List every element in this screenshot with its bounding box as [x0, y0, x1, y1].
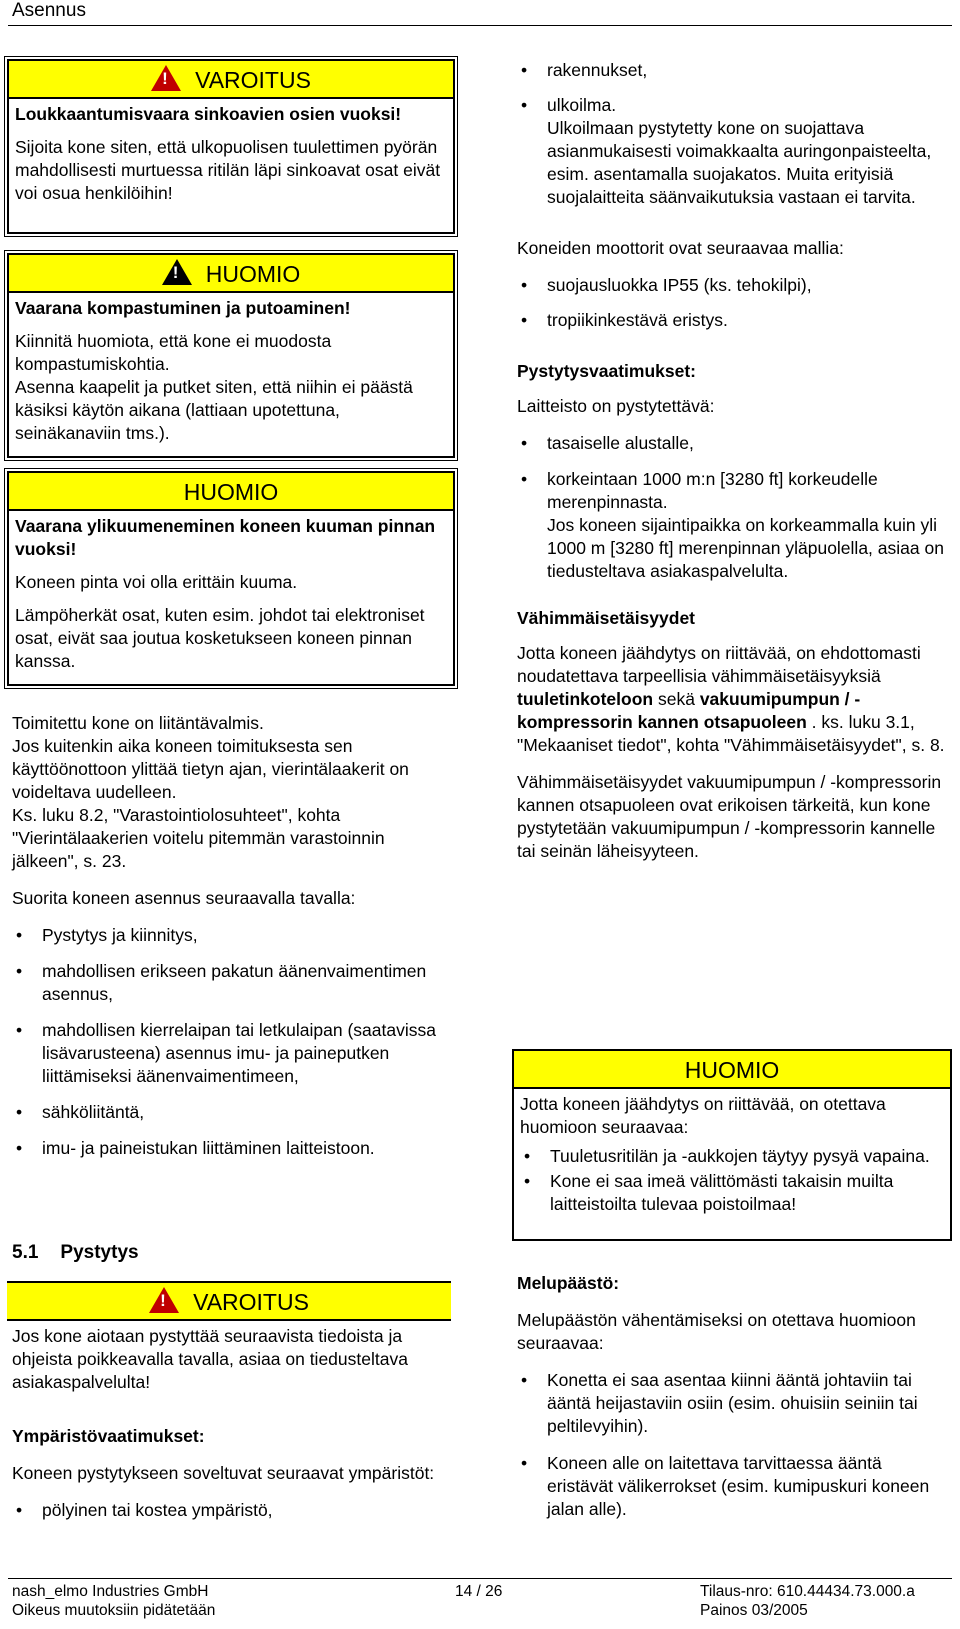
min-distance-text-2: Vähimmäisetäisyydet vakuumipumpun / -kompressorin kannen otsapuoleen ovat erikoisen tärkeitä, kun kone pystytetään vakuumipumpun / -kompressorin kannelle tai seinän läheisyyteen.	[517, 772, 942, 861]
list-item: • Konetta ei saa asentaa kiinni ääntä johtaviin tai ääntä heijastaviin osiin (esim. ohuisiin seiniin tai peltilevyihin).	[517, 1369, 947, 1438]
steps-intro: Suorita koneen asennus seuraavalla tavalla:	[12, 888, 356, 908]
caution-heading: Vaarana ylikuumeneminen koneen kuuman pinnan vuoksi!	[15, 516, 436, 559]
warning-box-ejected-parts	[7, 59, 455, 234]
caution-text-1: Kiinnitä huomiota, että kone ei muodosta kompastumiskohtia.	[15, 331, 332, 374]
list-item: • ulkoilma.	[517, 94, 947, 117]
list-item: • tasaiselle alustalle,	[517, 432, 947, 455]
footer-company: nash_elmo Industries GmbH	[12, 1583, 209, 1600]
list-item: • pölyinen tai kostea ympäristö,	[12, 1499, 442, 1522]
section-number: 5.1	[12, 1242, 39, 1263]
warning-triangle-icon	[162, 259, 192, 285]
install-intro: Laitteisto on pystytettävä:	[517, 396, 715, 416]
env-heading: Ympäristövaatimukset:	[12, 1426, 205, 1446]
warning-triangle-icon	[151, 65, 181, 91]
section-title: Pystytys	[60, 1242, 139, 1263]
caution-box-title: HUOMIO	[514, 1051, 950, 1089]
list-item: • Tuuletusritilän ja -aukkojen täytyy pysyä vapaina.	[520, 1145, 944, 1168]
list-item: • Koneen alle on laitettava tarvittaessa ääntä eristävät välikerrokset (esim. kumipuskuri koneen jalan alle).	[517, 1452, 947, 1521]
caution-text-1: Koneen pinta voi olla erittäin kuuma.	[15, 572, 298, 592]
warning-box-title: !VAROITUS	[9, 61, 453, 99]
list-item: • Kone ei saa imeä välittömästi takaisin muilta laitteistoilta tulevaa poistoilmaa!	[520, 1170, 944, 1216]
caution-box-cooling	[512, 1049, 952, 1241]
warning-text: Jos kone aiotaan pystyttää seuraavista tiedoista ja ohjeista poikkeavalla tavalla, asiaa on tiedusteltava asiakaspalvelulta!	[12, 1326, 408, 1392]
footer-left	[12, 1582, 215, 1620]
delivered-text-3: Ks. luku 8.2, "Varastointiolosuhteet", kohta "Vierintälaakerien voitelu pitemmän varastoinnin jälkeen", s. 23.	[12, 805, 385, 871]
section-heading	[12, 1242, 139, 1264]
list-item: • Pystytys ja kiinnitys,	[12, 924, 442, 947]
footer-rule	[8, 1578, 952, 1579]
list-item: • korkeintaan 1000 m:n [3280 ft] korkeudelle merenpinnasta.	[517, 468, 947, 514]
noise-section	[517, 1272, 947, 1521]
motors-intro: Koneiden moottorit ovat seuraavaa mallia:	[517, 238, 844, 258]
list-item: • tropiikinkestävä eristys.	[517, 309, 947, 332]
header-rule	[8, 25, 952, 26]
list-item: • imu- ja paineistukan liittäminen laitteistoon.	[12, 1137, 442, 1160]
caution-box-hot-surface	[7, 471, 455, 686]
caution-box-title: !HUOMIO	[9, 255, 453, 293]
delivered-text: Toimitettu kone on liitäntävalmis.	[12, 713, 264, 733]
list-item: • suojausluokka IP55 (ks. tehokilpi),	[517, 274, 947, 297]
warning-box-title: !VAROITUS	[7, 1283, 451, 1321]
env-intro: Koneen pystytykseen soveltuvat seuraavat ympäristöt:	[12, 1463, 435, 1483]
list-item: • rakennukset,	[517, 59, 947, 82]
footer-reserve: Oikeus muutoksiin pidätetään	[12, 1602, 216, 1619]
warning-triangle-icon	[149, 1287, 179, 1313]
caution-text: Jotta koneen jäähdytys on riittävää, on otettava huomioon seuraavaa:	[520, 1094, 886, 1137]
min-distance-heading: Vähimmäisetäisyydet	[517, 608, 696, 628]
page-header-title: Asennus	[12, 0, 86, 21]
warning-text: Sijoita kone siten, että ulkopuolisen tuulettimen pyörän mahdollisesti murtuessa ritilän läpi sinkoavat osat eivät voi osua henkilöihin!	[15, 137, 441, 203]
left-body-text	[12, 712, 442, 1160]
footer-edition: Painos 03/2005	[700, 1602, 808, 1619]
min-distance-text: Jotta koneen jäähdytys on riittävää, on ehdottomasti noudatettava tarpeellisia vähimmäisetäisyyksiä tuuletinkoteloon sekä vakuumipumpun / -kompressorin kannen otsapuoleen . ks. luku 3.1, "Mekaaniset tiedot", kohta "Vähimmäisetäisyydet", s. 8.	[517, 643, 945, 755]
footer-right	[700, 1582, 915, 1620]
caution-box-title: HUOMIO	[9, 473, 453, 511]
noise-heading: Melupäästö:	[517, 1273, 620, 1293]
delivered-text-2: Jos kuitenkin aika koneen toimituksesta sen käyttöönottoon ylittää tietyn ajan, vierintälaakerit on voideltava uudelleen.	[12, 736, 409, 802]
footer-order: Tilaus-nro: 610.44434.73.000.a	[700, 1583, 915, 1600]
noise-intro: Melupäästön vähentämiseksi on otettava huomioon seuraavaa:	[517, 1310, 916, 1353]
list-item: • mahdollisen kierrelaipan tai letkulaipan (saatavissa lisävarusteena) asennus imu- ja paineputken liittämiseksi äänenvaimentimeen,	[12, 1019, 442, 1088]
install-heading: Pystytysvaatimukset:	[517, 361, 696, 381]
altitude-note: Jos koneen sijaintipaikka on korkeammalla kuin yli 1000 m [3280 ft] merenpinnan yläpuolella, asiaa on tiedusteltava asiakaspalvelulta.	[547, 515, 944, 581]
warning-box-deviation	[7, 1281, 451, 1399]
environment-section	[12, 1425, 442, 1522]
caution-text-2: Asenna kaapelit ja putket siten, että niihin ei päästä käsiksi käytön aikana (lattiaan upotettuna, seinäkanaviin tms.).	[15, 377, 413, 443]
caution-heading: Vaarana kompastuminen ja putoaminen!	[15, 298, 351, 318]
warning-heading: Loukkaantumisvaara sinkoavien osien vuoksi!	[15, 104, 402, 124]
footer-page: 14 / 26	[455, 1583, 503, 1600]
caution-text-2: Lämpöherkät osat, kuten esim. johdot tai elektroniset osat, eivät saa joutua kosketukseen koneen pinnan kanssa.	[15, 605, 425, 671]
list-item: • sähköliitäntä,	[12, 1101, 442, 1124]
right-column-top	[517, 59, 947, 863]
list-item: • mahdollisen erikseen pakatun äänenvaimentimen asennus,	[12, 960, 442, 1006]
outdoor-note: Ulkoilmaan pystytetty kone on suojattava asianmukaisesti voimakkaalta auringonpaisteelta, esim. asentamalla suojakatos. Muita erityisiä suojalaitteita säänvaikutuksia vastaan ei tarvita.	[547, 118, 932, 207]
caution-box-tripping	[7, 253, 455, 458]
